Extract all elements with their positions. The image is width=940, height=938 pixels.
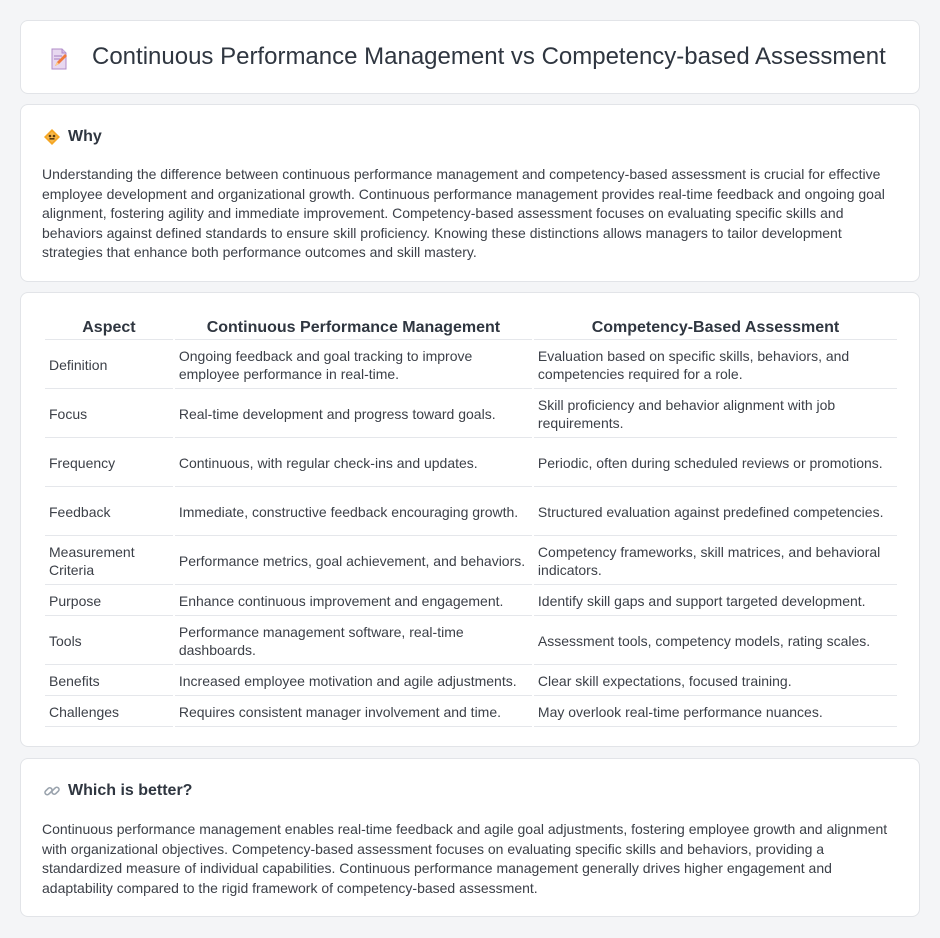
row-competency: Assessment tools, competency models, rating scales.: [534, 618, 897, 665]
table-row: [45, 391, 897, 438]
header-aspect: Aspect: [45, 317, 173, 340]
row-continuous: Increased employee motivation and agile adjustments.: [175, 667, 532, 696]
header-continuous: Continuous Performance Management: [175, 317, 532, 340]
link-icon: [43, 782, 61, 800]
comparison-card: [20, 292, 920, 747]
row-aspect: Definition: [45, 342, 173, 389]
why-body: Understanding the difference between continuous performance management and competency-based assessment is crucial for effective employee development and organizational growth. Continuous performance management provides real-time feedback and ongoing goal alignment, fostering agility and immediate improvement. Competency-based assessment focuses on evaluating specific skills and behaviors against defined standards to ensure skill proficiency. Knowing these distinctions allows managers to tailor development strategies that enhance both performance outcomes and skill mastery.: [42, 166, 885, 261]
table-row: [45, 698, 897, 727]
row-competency: Competency frameworks, skill matrices, and behavioral indicators.: [534, 538, 897, 585]
row-competency: Periodic, often during scheduled reviews or promotions.: [534, 440, 897, 487]
better-body: Continuous performance management enables real-time feedback and agile goal adjustments, fostering employee growth and alignment with organizational objectives. Competency-based assessment focuses on evaluating specific skills and behaviors, providing a standardized measure of individual capabilities. Continuous performance management generally drives higher engagement and adaptability compared to the rigid framework of competency-based assessment.: [42, 821, 888, 896]
better-title: Which is better?: [68, 782, 193, 799]
comparison-table: [43, 315, 899, 729]
better-card: [20, 758, 920, 917]
table-row: [45, 342, 897, 389]
row-competency: Identify skill gaps and support targeted development.: [534, 587, 897, 616]
table-row: [45, 538, 897, 585]
diamond-warning-icon: [43, 128, 61, 146]
why-heading: [43, 127, 102, 147]
row-aspect: Feedback: [45, 489, 173, 536]
table-header-row: [45, 317, 897, 340]
row-competency: Evaluation based on specific skills, behaviors, and competencies required for a role.: [534, 342, 897, 389]
header-card: [20, 20, 920, 94]
page-title: Continuous Performance Management vs Competency-based Assessment: [92, 43, 886, 70]
better-heading: [43, 781, 192, 801]
row-competency: May overlook real-time performance nuances.: [534, 698, 897, 727]
row-aspect: Purpose: [45, 587, 173, 616]
row-competency: Skill proficiency and behavior alignment with job requirements.: [534, 391, 897, 438]
table-row: [45, 587, 897, 616]
header-competency: Competency-Based Assessment: [534, 317, 897, 340]
document-edit-icon: [47, 47, 71, 71]
row-aspect: Tools: [45, 618, 173, 665]
row-competency: Clear skill expectations, focused training.: [534, 667, 897, 696]
row-continuous: Continuous, with regular check-ins and updates.: [175, 440, 532, 487]
row-continuous: Immediate, constructive feedback encouraging growth.: [175, 489, 532, 536]
table-row: [45, 667, 897, 696]
table-row: [45, 618, 897, 665]
row-aspect: Focus: [45, 391, 173, 438]
row-aspect: Measurement Criteria: [45, 538, 173, 585]
row-continuous: Enhance continuous improvement and engagement.: [175, 587, 532, 616]
row-continuous: Ongoing feedback and goal tracking to improve employee performance in real-time.: [175, 342, 532, 389]
table-row: [45, 489, 897, 536]
table-row: [45, 440, 897, 487]
why-card: [20, 104, 920, 282]
row-continuous: Performance management software, real-time dashboards.: [175, 618, 532, 665]
row-aspect: Benefits: [45, 667, 173, 696]
row-aspect: Challenges: [45, 698, 173, 727]
row-competency: Structured evaluation against predefined competencies.: [534, 489, 897, 536]
row-aspect: Frequency: [45, 440, 173, 487]
why-title: Why: [68, 128, 102, 145]
row-continuous: Real-time development and progress toward goals.: [175, 391, 532, 438]
row-continuous: Requires consistent manager involvement and time.: [175, 698, 532, 727]
row-continuous: Performance metrics, goal achievement, and behaviors.: [175, 538, 532, 585]
